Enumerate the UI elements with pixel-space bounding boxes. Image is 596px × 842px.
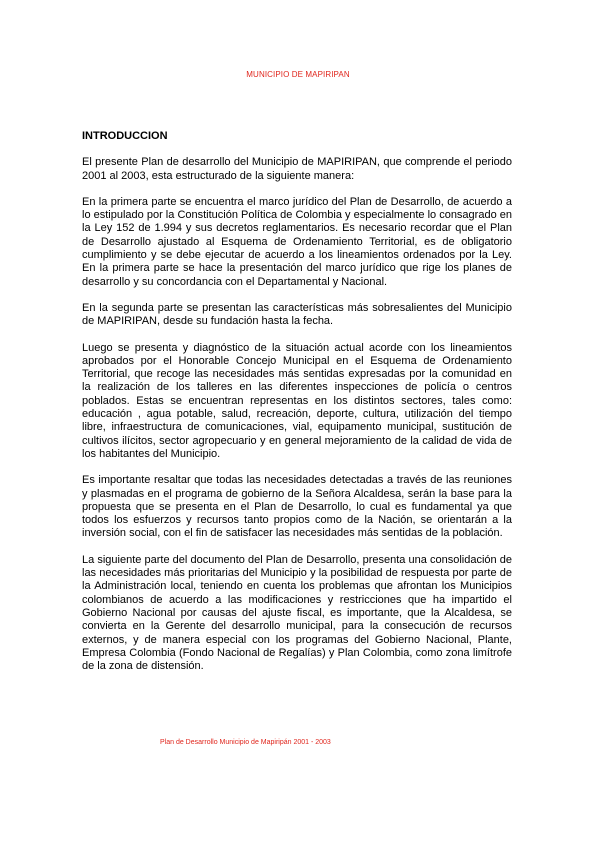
paragraph-diagnosis: Luego se presenta y diagnóstico de la situación actual acorde con los lineamientos aprobados por el Honorable Concejo Municipal en el Esquema de Ordenamiento Territorial, que recoge las necesidades más sentidas expresadas por la comunidad en la realización de los talleres en las diferentes inspecciones de policía o centros poblados. Estas se encuentran representas en los distintos sectores, tales como: educación , agua potable, salud, recreación, deporte, cultura, utilización del tiempo libre, infraestructura de comunicaciones, vial, equipamento municipal, sustitución de cultivos ilícitos, sector agropecuario y en general mejoramiento de la calidad de vida de los habitantes del Municipio. bbox=[82, 341, 512, 460]
section-title: INTRODUCCION bbox=[82, 130, 168, 142]
paragraph-intro: El presente Plan de desarrollo del Municipio de MAPIRIPAN, que comprende el periodo 2001 al 2003, esta estructurado de la siguiente manera: bbox=[82, 156, 512, 182]
paragraph-needs: Es importante resaltar que todas las necesidades detectadas a través de las reuniones y plasmadas en el programa de gobierno de la Señora Alcaldesa, serán la base para la propuesta que se presenta en el Plan de Desarrollo, lo cual es fundamental ya que todos los esfuerzos y recursos tanto propios como de la Nación, se orientarán a la inversión social, con el fin de satisfacer las necesidades más sentidas de la población. bbox=[82, 474, 512, 540]
document-body bbox=[82, 130, 512, 686]
paragraph-first-part: En la primera parte se encuentra el marco jurídico del Plan de Desarrollo, de acuerdo a lo estipulado por la Constitución Política de Colombia y especialmente lo consagrado en la Ley 152 de 1.994 y sus decretos reglamentarios. Es necesario recordar que el Plan de Desarrollo ajustado al Esquema de Ordenamiento Territorial, es de obligatorio cumplimiento y se debe ejecutar de acuerdo a los lineamientos ordenados por la Ley. En la primera parte se hace la presentación del marco jurídico que rige los planes de desarrollo y su concordancia con el Departamental y Nacional. bbox=[82, 195, 512, 288]
paragraph-second-part: En la segunda parte se presentan las características más sobresalientes del Municipio de MAPIRIPAN, desde su fundación hasta la fecha. bbox=[82, 301, 512, 328]
paragraph-consolidation: La siguiente parte del documento del Plan de Desarrollo, presenta una consolidación de las necesidades más prioritarias del Municipio y la posibilidad de respuesta por parte de la Administración local, teniendo en cuenta los problemas que afrontan los Municipios colombianos de acuerdo a las modificaciones y restricciones que ha impartido el Gobierno Nacional por causas del ajuste fiscal, es importante, que la Alcaldesa, se convierta en la Gerente del desarrollo municipal, para la consecución de recursos externos, y de manera especial con los programas del Gobierno Nacional, Plante, Empresa Colombia (Fondo Nacional de Regalías) y Plan Colombia, como zona limítrofe de la zona de distensión. bbox=[82, 553, 512, 673]
page-footer: Plan de Desarrollo Municipio de Mapiripán 2001 - 2003 bbox=[160, 739, 331, 746]
page-header: MUNICIPIO DE MAPIRIPAN bbox=[246, 70, 350, 79]
